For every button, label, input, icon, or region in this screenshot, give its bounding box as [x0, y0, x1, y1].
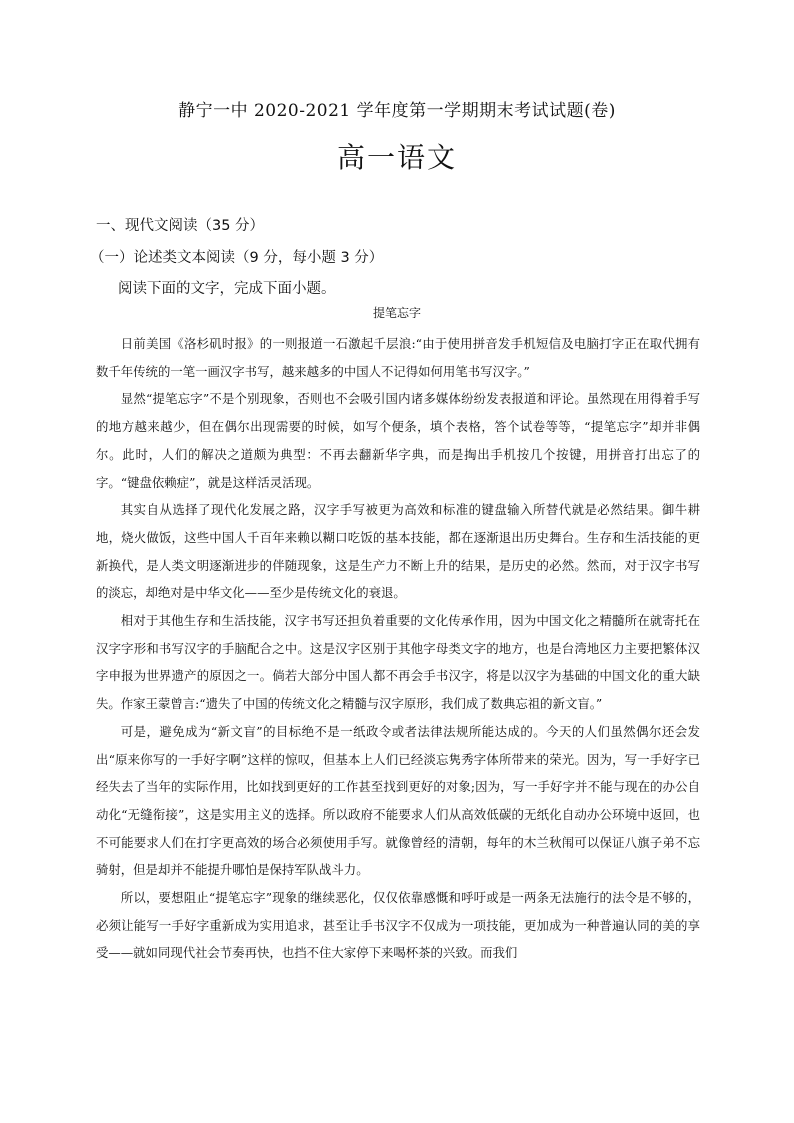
article-paragraph: 可是，避免成为“新文盲”的目标绝不是一纸政令或者法律法规所能达成的。今天的人们虽然偶尔还会发出“原来你写的一手好字啊”这样的惊叹，但基本上人们已经淡忘隽秀字体所带来的荣光。因为，写一手好字已经失去了当年的实际作用，比如找到更好的工作甚至找到更好的对象;因为，写一手好字并不能与现在的办公自动化“无缝衔接”，这是实用主义的选择。所以政府不能要求人们从高效低碳的无纸化自动办公环境中返回，也不可能要求人们在打字更高效的场合必须使用手写。就像曾经的清朝，每年的木兰秋闱可以保证八旗子弟不忘骑射，但是却并不能提升哪怕是保持军队战斗力。: [96, 723, 700, 878]
section-heading: 一、现代文阅读（35 分）: [96, 218, 265, 234]
article-paragraph: 所以，要想阻止“提笔忘字”现象的继续恶化，仅仅依靠感慨和呼吁或是一两条无法施行的法令是不够的，必须让能写一手好字重新成为实用追求，甚至让手书汉字不仅成为一项技能，更加成为一种普遍认同的美的享受——就如同现代社会节奏再快，也挡不住大家停下来喝杯茶的兴致。而我们: [96, 890, 700, 961]
subject-title: 高一语文: [336, 141, 457, 174]
article-paragraph: 其实自从选择了现代化发展之路，汉字手写被更为高效和标准的键盘输入所替代就是必然结果。御牛耕地，烧火做饭，这些中国人千百年来赖以糊口吃饭的基本技能，都在逐渐退出历史舞台。生存和生活技能的更新换代，是人类文明逐渐进步的伴随现象，这是生产力不断上升的结果，是历史的必然。然而，对于汉字书写的淡忘，却绝对是中华文化——至少是传统文化的衰退。: [96, 502, 700, 601]
exam-title: 静宁一中 2020-2021 学年度第一学期期末考试试题(卷): [178, 101, 616, 121]
article-title: 提笔忘字: [372, 306, 421, 320]
subsection-heading: （一）论述类文本阅读（9 分，每小题 3 分）: [90, 250, 384, 266]
article-paragraph: 显然“提笔忘字”不是个别现象，否则也不会吸引国内诸多媒体纷纷发表报道和评论。虽然现在用得着手写的地方越来越少，但在偶尔出现需要的时候，如写个便条，填个表格，答个试卷等等，“提笔忘字”却并非偶尔。此时，人们的解决之道颇为典型：不再去翻新华字典，而是掏出手机按几个按键，用拼音打出忘了的字。“键盘依赖症”，就是这样活灵活现。: [96, 391, 700, 490]
article-paragraph: 相对于其他生存和生活技能，汉字书写还担负着重要的文化传承作用，因为中国文化之精髓所在就寄托在汉字字形和书写汉字的手脑配合之中。这是汉字区别于其他字母类文字的地方，也是台湾地区力主要把繁体汉字申报为世界遗产的原因之一。倘若大部分中国人都不再会手书汉字，将是以汉字为基础的中国文化的重大缺失。作家王蒙曾言:“遗失了中国的传统文化之精髓与汉字原形，我们成了数典忘祖的新文盲。”: [96, 613, 700, 712]
article-paragraph: 日前美国《洛杉矶时报》的一则报道一石激起千层浪:“由于使用拼音发手机短信及电脑打字正在取代拥有数千年传统的一笔一画汉字书写，越来越多的中国人不记得如何用笔书写汉字。”: [96, 336, 700, 379]
article-body: [96, 330, 700, 967]
reading-instruction: 阅读下面的文字，完成下面小题。: [118, 281, 336, 297]
